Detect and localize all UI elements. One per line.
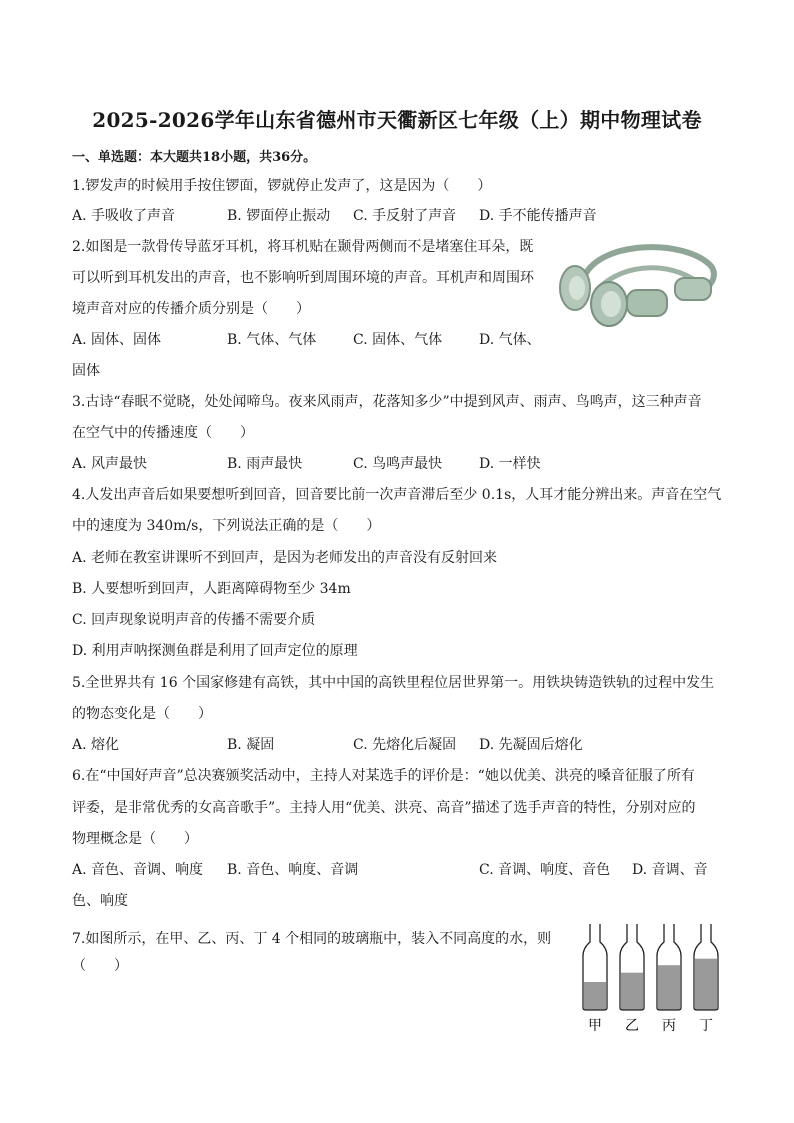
question-1-option-b: B. 锣面停止振动: [227, 208, 331, 224]
bottle-label-1: 甲: [588, 1018, 602, 1034]
question-2-option-c: C. 固体、气体: [353, 332, 443, 348]
question-3-option-b: B. 雨声最快: [227, 456, 303, 472]
question-5-option-d: D. 先凝固后熔化: [479, 737, 583, 753]
question-4-option-b: B. 人要想听到回声，人距离障碍物至少 34m: [72, 581, 351, 597]
bottle-label-2: 乙: [625, 1018, 639, 1034]
bottle-2: [620, 924, 644, 1034]
question-2-stem-line-3: 境声音对应的传播介质分别是（ ）: [72, 301, 310, 317]
question-6-option-c: C. 音调、响度、音色: [479, 862, 611, 878]
question-1-option-c: C. 手反射了声音: [353, 208, 457, 224]
water-level-4: [695, 959, 717, 1010]
question-6-stem-line-1: 6.在“中国好声音”总决赛颁奖活动中，主持人对某选手的评价是：“她以优美、洪亮的嗓音征服了所有: [72, 768, 695, 784]
question-2-option-d-wrap: 固体: [72, 363, 100, 379]
question-4-stem-line-1: 4.人发出声音后如果要想听到回音，回音要比前一次声音滞后至少 0.1s，人耳才能分辨出来。声音在空气: [72, 487, 722, 503]
question-4-option-d: D. 利用声呐探测鱼群是利用了回声定位的原理: [72, 643, 358, 659]
question-6-option-d-wrap: 色、响度: [72, 893, 128, 909]
question-3-option-c: C. 鸟鸣声最快: [353, 456, 443, 472]
water-level-2: [621, 973, 643, 1010]
question-7-stem-line-2: （ ）: [72, 958, 128, 974]
question-6-option-d: D. 音调、音: [632, 862, 708, 878]
bone-conduction-headphone-image: [555, 236, 723, 330]
question-2-option-d: D. 气体、: [479, 332, 541, 348]
question-1-stem: 1.锣发声的时候用手按住锣面，锣就停止发声了，这是因为（ ）: [72, 178, 492, 194]
water-level-3: [658, 965, 680, 1010]
section-heading: 一、单选题：本大题共18小题，共36分。: [72, 150, 317, 165]
question-5-stem-line-2: 的物态变化是（ ）: [72, 706, 212, 722]
question-2-option-a: A. 固体、固体: [72, 332, 162, 348]
bottle-1: [583, 924, 607, 1034]
question-4-stem-line-2: 中的速度为 340m/s，下列说法正确的是（ ）: [72, 518, 381, 534]
question-3-option-d: D. 一样快: [479, 456, 541, 472]
bottle-label-3: 丙: [662, 1018, 676, 1034]
question-5-option-b: B. 凝固: [227, 737, 275, 753]
question-6-stem-line-2: 评委，是非常优秀的女高音歌手”。主持人用“优美、洪亮、高音”描述了选手声音的特性，分别对应的: [72, 800, 696, 816]
water-level-1: [584, 982, 606, 1010]
question-2-option-b: B. 气体、气体: [227, 332, 317, 348]
bottle-4: [694, 924, 718, 1034]
question-3-option-a: A. 风声最快: [72, 456, 148, 472]
bottle-label-4: 丁: [699, 1018, 713, 1034]
question-6-option-b: B. 音色、响度、音调: [227, 862, 359, 878]
question-6-stem-line-3: 物理概念是（ ）: [72, 831, 198, 847]
question-7-stem-line-1: 7.如图所示，在甲、乙、丙、丁 4 个相同的玻璃瓶中，装入不同高度的水，则: [72, 931, 552, 947]
question-6-option-a: A. 音色、音调、响度: [72, 862, 204, 878]
question-2-stem-line-2: 可以听到耳机发出的声音，也不影响听到周围环境的声音。耳机声和周围环: [72, 270, 534, 286]
question-5-stem-line-1: 5.全世界共有 16 个国家修建有高铁，其中中国的高铁里程位居世界第一。用铁块铸造铁轨的过程中发生: [72, 675, 715, 691]
glass-bottles-figure: [575, 922, 735, 1037]
question-3-stem-line-1: 3.古诗“春眠不觉晓，处处闻啼鸟。夜来风雨声，花落知多少”中提到风声、雨声、鸟鸣声，这三种声音: [72, 394, 702, 410]
question-1-option-a: A. 手吸收了声音: [72, 208, 176, 224]
exam-title: 2025-2026学年山东省德州市天衢新区七年级（上）期中物理试卷: [92, 108, 702, 132]
question-2-stem-line-1: 2.如图是一款骨传导蓝牙耳机，将耳机贴在颞骨两侧而不是堵塞住耳朵，既: [72, 239, 534, 255]
question-5-option-c: C. 先熔化后凝固: [353, 737, 457, 753]
bottle-3: [657, 924, 681, 1034]
question-4-option-c: C. 回声现象说明声音的传播不需要介质: [72, 612, 316, 628]
question-3-stem-line-2: 在空气中的传播速度（ ）: [72, 425, 254, 441]
question-1-option-d: D. 手不能传播声音: [479, 208, 597, 224]
question-4-option-a: A. 老师在教室讲课听不到回声，是因为老师发出的声音没有反射回来: [72, 550, 498, 566]
question-5-option-a: A. 熔化: [72, 737, 120, 753]
